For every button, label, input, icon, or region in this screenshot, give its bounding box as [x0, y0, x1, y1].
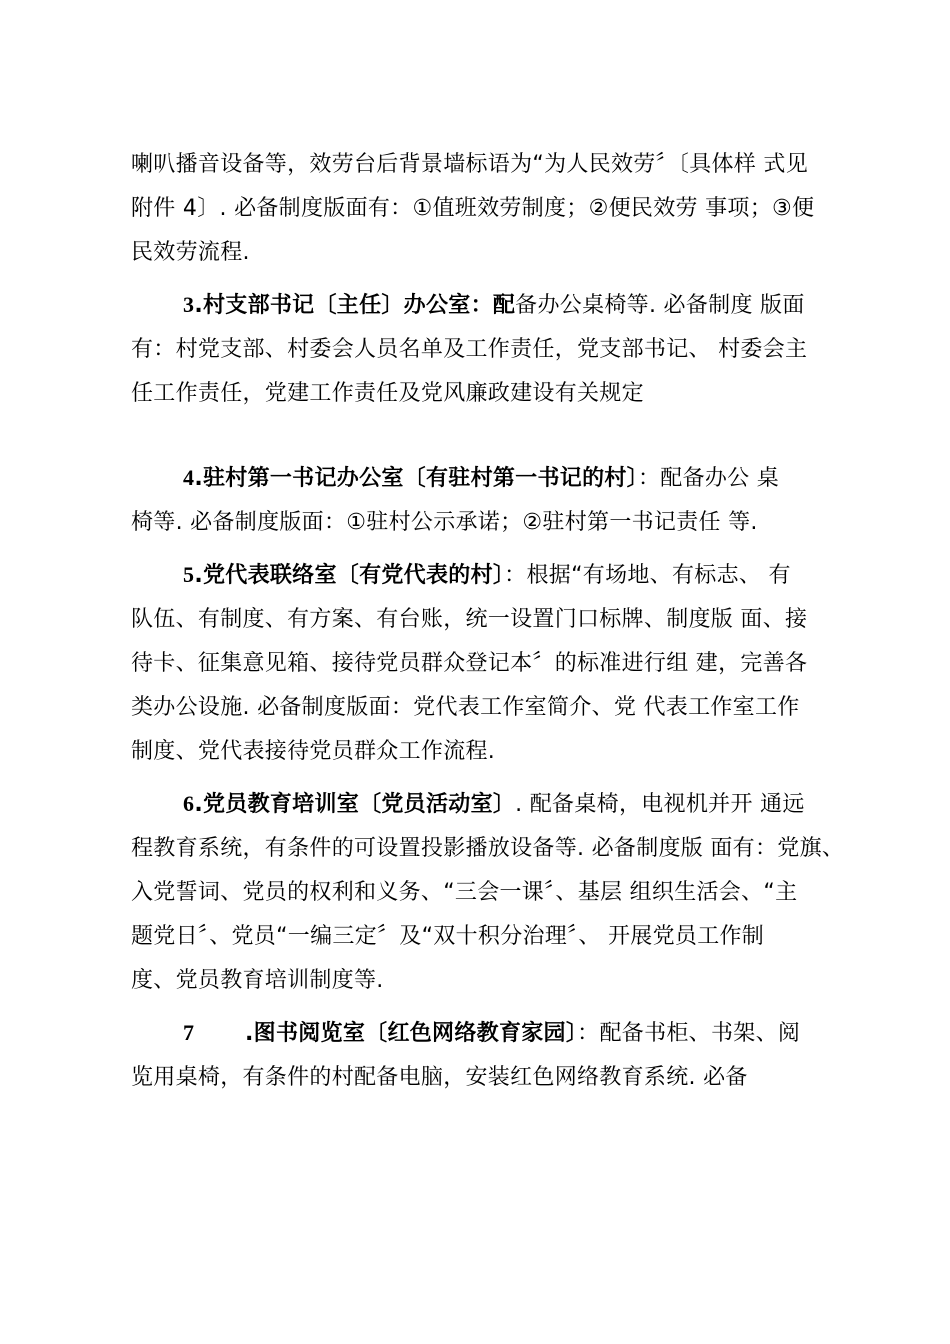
text-line: 程教育系统，有条件的可设置投影播放设备等. 必备制度版 面有：党旗、 [131, 836, 845, 861]
paragraph-6 [131, 782, 847, 1003]
item-number: 4 [183, 465, 195, 490]
item-number: 6 [183, 791, 195, 816]
text-line: 队伍、有制度、有方案、有台账，统一设置门口标牌、制度版 面、接 [131, 607, 808, 632]
paragraph-4 [131, 456, 847, 545]
text-line: 类办公设施. 必备制度版面：党代表工作室简介、党 代表工作室工作 [131, 695, 800, 720]
paragraph-7 [131, 1011, 847, 1100]
text-segment: 备办公桌椅等. 必备制度 版面 [515, 293, 805, 318]
text-line: 有：村党支部、村委会人员名单及工作责任，党支部书记、 村委会主 [131, 337, 808, 362]
text-line [131, 553, 847, 598]
text-line: 度、党员教育培训制度等. [131, 968, 384, 993]
paragraph-5 [131, 553, 847, 774]
item-number: 3 [183, 292, 195, 317]
text-line: 入党誓词、党员的权利和义务、“三会一课〞、基层 组织生活会、“主 [131, 880, 798, 905]
text-line: 喇叭播音设备等，效劳台后背景墙标语为“为人民效劳〞〔具体样 式见 [131, 152, 808, 177]
text-line: 附件 4〕. 必备制度版面有：①值班效劳制度；②便民效劳 事项；③便 [131, 196, 815, 221]
text-line [131, 782, 847, 827]
item-heading: .村支部书记〔主任〕办公室：配 [194, 293, 516, 318]
text-line [131, 1011, 847, 1056]
paragraph-3 [131, 283, 847, 416]
text-line: 任工作责任，党建工作责任及党风廉政建设有关规定 [131, 381, 644, 406]
text-line: 览用桌椅，有条件的村配备电脑，安装红色网络教育系统. 必备 [131, 1065, 748, 1090]
text-segment: ：根据“有场地、有标志、 有 [504, 563, 791, 588]
item-heading: .党代表联络室〔有党代表的村〕 [194, 563, 505, 588]
item-number: 7 [183, 1020, 195, 1045]
item-heading: .驻村第一书记办公室〔有驻村第一书记的村〕 [194, 466, 638, 491]
paragraph-continuation [131, 143, 847, 275]
text-segment: ：配备书柜、书架、阅 [577, 1021, 801, 1046]
text-line: 椅等. 必备制度版面：①驻村公示承诺；②驻村第一书记责任 等. [131, 510, 758, 535]
document-page [131, 143, 847, 1100]
item-number: 5 [183, 562, 195, 587]
text-line: 题党日〞、党员“一编三定〞及“双十积分治理〞、 开展党员工作制 [131, 924, 765, 949]
item-heading: .党员教育培训室〔党员活动室〕 [194, 792, 516, 817]
text-line [131, 283, 847, 328]
text-line: 民效劳流程. [131, 240, 250, 265]
text-segment: ：配备办公 桌 [637, 466, 780, 491]
item-heading: .图书阅览室〔红色网络教育家园〕 [245, 1021, 578, 1046]
text-line: 待卡、征集意见箱、接待党员群众登记本〞的标准进行组 建，完善各 [131, 651, 808, 676]
text-line: 制度、党代表接待党员群众工作流程. [131, 739, 496, 764]
text-segment: . 配备桌椅，电视机并开 通远 [515, 792, 805, 817]
text-line [131, 456, 847, 501]
